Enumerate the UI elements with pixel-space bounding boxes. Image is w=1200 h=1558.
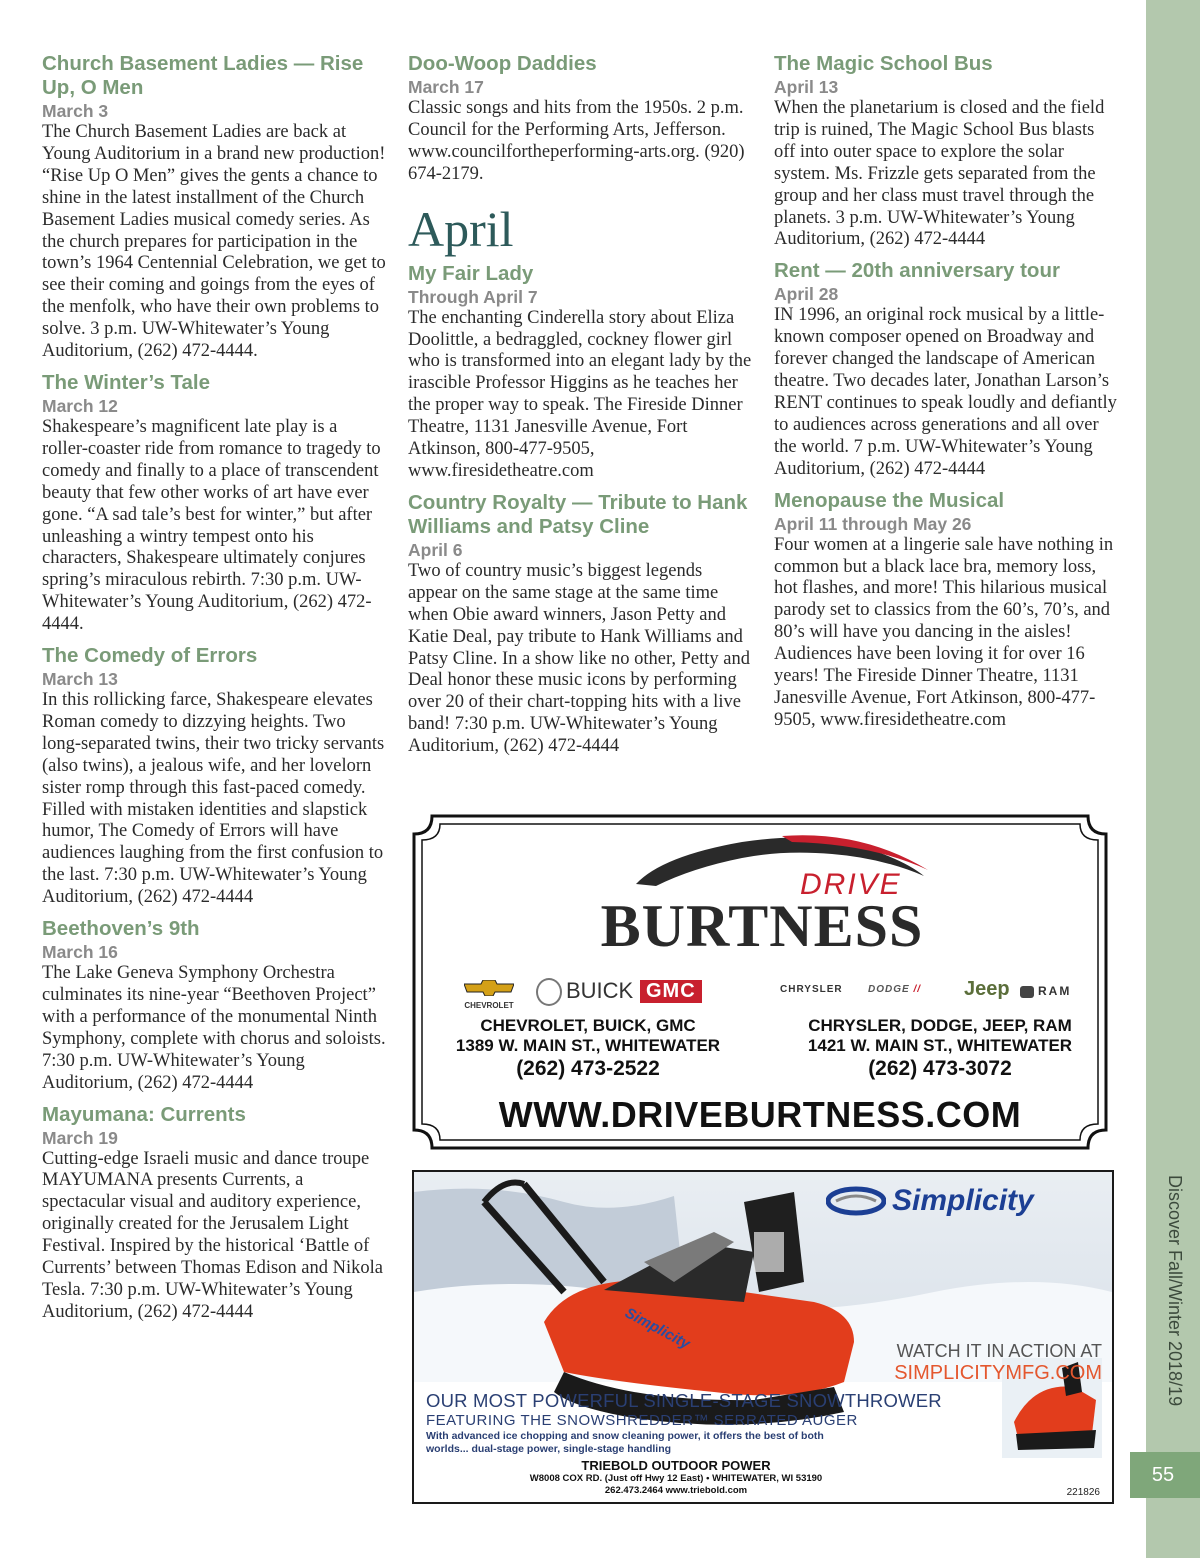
simplicity-swoosh-icon	[826, 1186, 886, 1216]
event	[408, 52, 753, 186]
event	[42, 1103, 387, 1324]
simplicity-wordmark: Simplicity	[892, 1184, 1034, 1217]
jeep-logo: Jeep	[964, 978, 1010, 1000]
event	[42, 917, 387, 1094]
event	[42, 371, 387, 636]
event-title: Mayumana: Currents	[42, 1102, 246, 1126]
cdjr-address: 1421 W. MAIN ST., WHITEWATER	[807, 1036, 1073, 1055]
event-description: Shakespeare’s magnificent late play is a roller-coaster ride from romance to tragedy to comedy and finally to a place of transcendent beauty that few other works of art have ever gone. “A sad tale’s best for winter,” but after unleashing a wintry tempest onto his characters, Shakespeare ultimately conjures spring’s miraculous rebirth. 7:30 p.m. UW-Whitewater’s Young Auditorium, (262) 472-4444.	[42, 416, 381, 635]
ram-logo: RAM	[1020, 984, 1071, 998]
bowtie-icon	[464, 980, 514, 996]
event	[42, 644, 387, 909]
event-title: Menopause the Musical	[774, 488, 1005, 512]
column-3	[774, 52, 1119, 740]
event-title: My Fair Lady	[408, 261, 534, 285]
event-date: April 13	[774, 77, 839, 97]
dealer-name: TRIEBOLD OUTDOOR POWER	[581, 1458, 771, 1473]
chevrolet-logo: CHEVROLET	[454, 980, 524, 1010]
event	[408, 262, 753, 483]
drive-wordmark: DRIVE	[800, 868, 902, 901]
chrysler-logo: CHRYSLER	[780, 984, 843, 995]
dealer-info	[426, 1458, 926, 1497]
month-heading: April	[408, 200, 514, 257]
event	[774, 489, 1119, 732]
event-description: Cutting-edge Israeli music and dance troupe MAYUMANA presents Currents, a spectacular visual and auditory experience, originally created for the Jerusalem Light Festival. Inspired by the historical ‘Battle of Currents’ between Thomas Edison and Nikola Tesla. 7:30 p.m. UW-Whitewater’s Young Auditorium, (262) 472-4444	[42, 1148, 383, 1322]
event-title: The Comedy of Errors	[42, 644, 258, 668]
event-description: Two of country music’s biggest legends appear on the same stage at the same time when Obie award winners, Jason Petty and Katie Deal, pay tribute to Hank Williams and Patsy Cline. In a show like no other, Petty and Deal honor these music icons by performing over 20 of their chart-topping hits with a live band! 7:30 p.m. UW-Whitewater’s Young Auditorium, (262) 472-4444	[408, 560, 750, 757]
event-description: In this rollicking farce, Shakespeare elevates Roman comedy to dizzying heights. Two long-separated twins, their two tricky servants (also twins), a jealous wife, and her lovelorn sister romp through this fast-paced comedy. Filled with mistaken identities and slapstick humor, The Comedy of Errors will have audiences laughing from the first confusion to the last. 7:30 p.m. UW-Whitewater’s Young Auditorium, (262) 472-4444	[42, 690, 385, 908]
event-title: The Magic School Bus	[774, 52, 993, 75]
event	[774, 259, 1119, 480]
event-description: When the planetarium is closed and the field trip is ruined, The Magic School Bus blasts off into outer space to explore the solar system. Ms. Frizzle gets separated from the group and her class must travel through the planets. 3 p.m. UW-Whitewater’s Young Auditorium, (262) 472-4444	[774, 98, 1105, 250]
event-date: April 11 through May 26	[774, 513, 972, 534]
simplicity-ad	[412, 1170, 1114, 1504]
gmc-logo: GMC	[640, 980, 702, 1003]
event-description: The enchanting Cinderella story about Eliza Doolittle, a bedraggled, cockney flower girl who is transformed into an elegant lady by the irascible Professor Higgins as he teaches her the proper way to speak. The Fireside Dinner Theatre, 1131 Janesville Avenue, Fort Atkinson, 800-477-9505, www.firesidetheatre.com	[408, 307, 752, 481]
event-date: March 17	[408, 77, 484, 97]
ad-number: 221826	[1066, 1487, 1100, 1498]
buick-shield-icon	[536, 978, 562, 1006]
dealer-phone: 262.473.2464 www.triebold.com	[604, 1485, 748, 1496]
event-title: Rent — 20th anniversary tour	[774, 259, 1060, 283]
event-description: The Lake Geneva Symphony Orchestra culminates its nine-year “Beethoven Project” with a performance of the monumental Ninth Symphony, complete with chorus and soloists. 7:30 p.m. UW-Whitewater’s Young Auditorium, (262) 472-4444	[42, 963, 386, 1093]
event-date: Through April 7	[408, 286, 538, 307]
gm-brands: CHEVROLET, BUICK, GMC	[480, 1016, 696, 1035]
event-title: Doo-Woop Daddies	[408, 52, 597, 75]
ad-headline: OUR MOST POWERFUL SINGLE-STAGE SNOWTHROWER	[426, 1390, 942, 1411]
burtness-ad	[410, 812, 1110, 1152]
event-date: March 12	[42, 395, 118, 416]
event-date: March 13	[42, 669, 118, 690]
buick-logo: BUICK	[536, 978, 633, 1006]
burtness-url: WWW.DRIVEBURTNESS.COM	[498, 1094, 1022, 1135]
dodge-logo: DODGE //	[868, 984, 922, 995]
cdjr-dealer-info	[780, 1016, 1100, 1082]
event-description: Classic songs and hits from the 1950s. 2 p.m. Council for the Performing Arts, Jefferson. www.councilfortheperforming-arts.org. (920) 674-2179.	[408, 98, 745, 184]
event-description: The Church Basement Ladies are back at Young Auditorium in a brand new production! “Rise Up O Men” gives the gents a chance to shine in the latest installment of the Church Basement Ladies musical comedy series. As the church prepares for participation in the town’s 1964 Centennial Celebration, we get to see their coming and goings from the eyes of the menfolk, who have their own problems to solve. 3 p.m. UW-Whitewater’s Young Auditorium, (262) 472-4444.	[42, 122, 386, 362]
event	[774, 52, 1119, 251]
ad-subheadline: FEATURING THE SNOWSHREDDER™ SERRATED AUGER	[426, 1412, 858, 1429]
magazine-title	[1150, 1175, 1196, 1465]
event	[408, 491, 753, 758]
ad-body-text: With advanced ice chopping and snow cleaning power, it offers the best of both worlds... dual-stage power, single-stage handling	[426, 1430, 824, 1455]
event-description: IN 1996, an original rock musical by a little-known composer opened on Broadway and forever changed the landscape of American theatre. Two decades later, Jonathan Larson’s RENT continues to speak loudly and defiantly to audiences across generations and all over the world. 7 p.m. UW-Whitewater’s Young Auditorium, (262) 472-4444	[774, 305, 1117, 479]
watch-callout	[864, 1340, 1102, 1384]
event-title: The Winter’s Tale	[42, 370, 211, 394]
event-title: Country Royalty — Tribute to Hank Williams and Patsy Cline	[408, 490, 748, 538]
gm-address: 1389 W. MAIN ST., WHITEWATER	[455, 1036, 721, 1055]
cdjr-phone: (262) 473-3072	[868, 1057, 1012, 1080]
event-date: March 19	[42, 1127, 118, 1148]
magazine-title-text: Discover Fall/Winter 2018/19	[1165, 1175, 1185, 1407]
event-title: Beethoven’s 9th	[42, 917, 200, 941]
event-description: Four women at a lingerie sale have nothing in common but a black lace bra, memory loss, hot flashes, and more! This hilarious musical parody set to classics from the 60’s, 70’s, and 80’s will have you dancing in the aisles! Audiences have been loving it for over 16 years! The Fireside Dinner Theatre, 1131 Janesville Avenue, Fort Atkinson, 800-477-9505, www.firesidetheatre.com	[774, 534, 1114, 730]
burtness-wordmark: BURTNESS	[600, 893, 924, 959]
event-date: March 16	[42, 942, 118, 963]
simplicity-url: SIMPLICITYMFG.COM	[894, 1362, 1102, 1384]
column-1	[42, 52, 387, 1332]
gm-phone: (262) 473-2522	[516, 1057, 660, 1080]
event-title: Church Basement Ladies — Rise Up, O Men	[42, 52, 364, 99]
event-date: April 28	[774, 284, 839, 305]
ram-head-icon	[1020, 986, 1034, 998]
cdjr-brands: CHRYSLER, DODGE, JEEP, RAM	[808, 1016, 1072, 1035]
column-2	[408, 52, 753, 766]
dealer-address: W8008 COX RD. (Just off Hwy 12 East) • WHITEWATER, WI 53190	[529, 1473, 823, 1484]
gm-dealer-info	[428, 1016, 748, 1082]
machine-brand-label: Simplicity	[622, 1304, 693, 1353]
simplicity-logo	[826, 1184, 1066, 1218]
event-date: April 6	[408, 539, 463, 560]
event	[42, 52, 387, 363]
page-number: 55	[1151, 1464, 1175, 1486]
watch-text: WATCH IT IN ACTION AT	[896, 1341, 1102, 1361]
event-date: March 3	[42, 101, 109, 121]
